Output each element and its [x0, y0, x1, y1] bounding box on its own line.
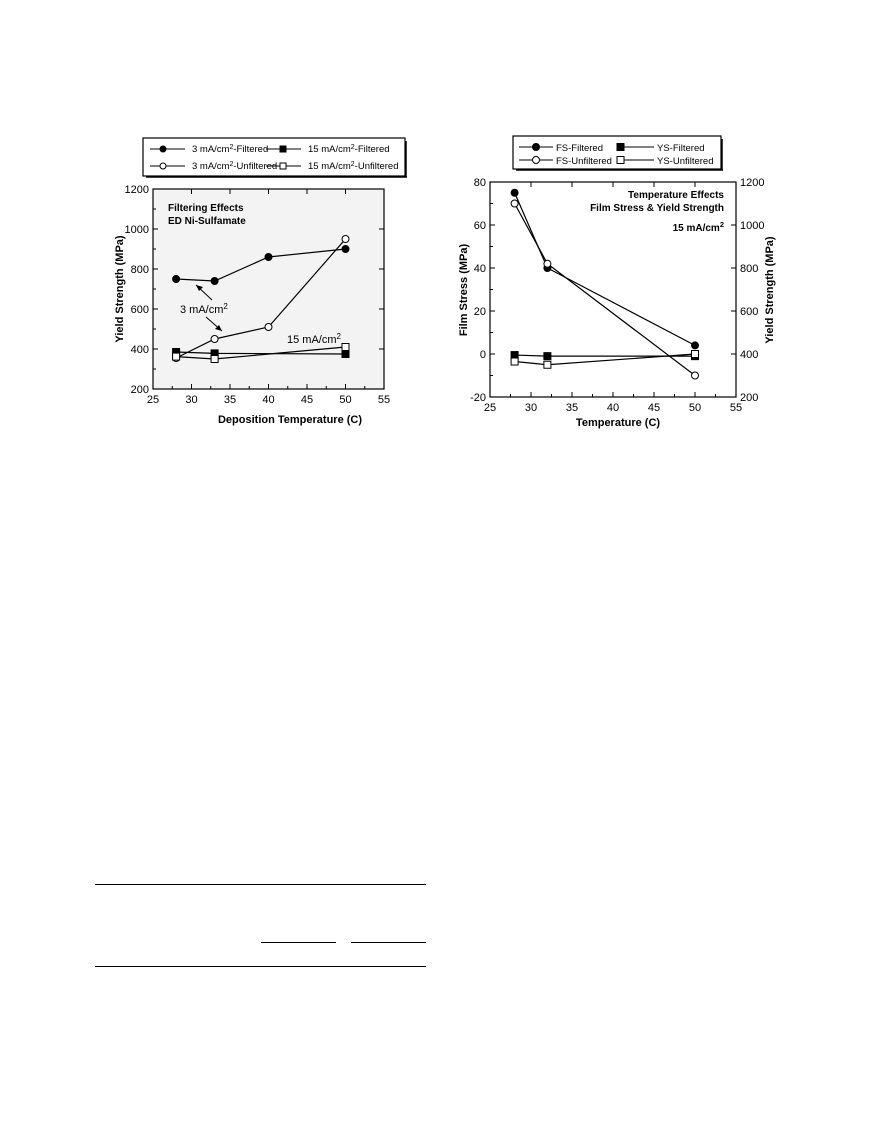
- x-tick-label: 30: [185, 394, 198, 406]
- y-tick-label: 40: [473, 263, 486, 275]
- data-point-circle: [692, 372, 699, 379]
- y-tick-label: 20: [473, 306, 486, 318]
- data-point-circle: [544, 260, 551, 267]
- annotation-subtitle: ED Ni-Sulfamate: [168, 216, 246, 227]
- y-axis-label-left: Yield Strength (MPa): [114, 235, 126, 343]
- data-point-square: [544, 353, 551, 360]
- y2-tick-label: 200: [740, 392, 759, 404]
- table-rule-bottom: [95, 966, 426, 967]
- data-point-square: [692, 351, 699, 358]
- y-tick-label: 80: [473, 177, 486, 189]
- y2-axis-label-right: Yield Strength (MPa): [764, 236, 776, 344]
- y2-tick-label: 400: [740, 349, 759, 361]
- data-point-circle: [211, 278, 218, 285]
- legend-entry: FS-Filtered: [556, 143, 603, 154]
- plot-area-right: [490, 182, 736, 397]
- x-tick-label: 50: [339, 394, 352, 406]
- legend-marker-square-filled: [280, 146, 286, 152]
- legend-entry: 15 $mA/cm^2$-Unfiltered: [308, 160, 399, 172]
- y-tick-label: 0: [479, 349, 486, 361]
- legend-marker-circle-filled: [533, 144, 540, 151]
- legend-entry: 3 $mA/cm^2$-Filtered: [192, 143, 269, 155]
- y-tick-label: 400: [130, 344, 149, 356]
- annotation-title: Filtering Effects: [168, 203, 244, 214]
- legend-marker-circle-open: [160, 163, 166, 169]
- x-tick-label: 40: [606, 402, 620, 414]
- table-rule-group-1: [261, 942, 336, 943]
- y-tick-label: 800: [130, 264, 149, 276]
- data-point-circle: [342, 236, 349, 243]
- y-tick-label: 60: [473, 220, 486, 232]
- curve-label-15ma: 15 $mA/cm^2$: [287, 331, 341, 346]
- x-tick-label: 30: [524, 402, 538, 414]
- data-point-square: [342, 344, 349, 351]
- legend-entry: 15 $mA/cm^2$-Filtered: [308, 143, 390, 155]
- y-tick-label: 1000: [124, 224, 149, 236]
- data-point-circle: [173, 276, 180, 283]
- legend-right: [513, 136, 723, 170]
- legend-marker-square-open: [617, 157, 624, 164]
- y-tick-label: -20: [470, 392, 486, 404]
- data-point-square: [511, 358, 518, 365]
- data-point-circle: [211, 336, 218, 343]
- data-point-circle: [511, 200, 518, 207]
- y-tick-label: 1200: [124, 184, 149, 196]
- x-tick-label: 45: [647, 402, 661, 414]
- y2-tick-label: 1000: [740, 220, 765, 232]
- legend-marker-circle-filled: [160, 146, 166, 152]
- legend-left: [143, 138, 407, 177]
- data-point-circle: [511, 189, 518, 196]
- x-tick-label: 35: [223, 394, 237, 406]
- data-point-circle: [692, 342, 699, 349]
- data-point-square: [173, 353, 180, 360]
- x-axis-label-right: Temperature (C): [575, 417, 661, 429]
- x-tick-label: 55: [377, 394, 391, 406]
- x-tick-label: 45: [300, 394, 314, 406]
- table-rule-group-2: [351, 942, 426, 943]
- annotation-current-density: 15 $mA/cm^2$: [672, 219, 724, 234]
- x-tick-label: 55: [729, 402, 743, 414]
- curve-label-3ma: 3 $mA/cm^2$: [180, 301, 228, 316]
- x-tick-label: 40: [262, 394, 275, 406]
- x-tick-label: 25: [146, 394, 160, 406]
- table-rule-top: [95, 884, 426, 885]
- data-point-square: [342, 351, 349, 358]
- legend-entry: FS-Unfiltered: [556, 156, 612, 167]
- legend-marker-square-open: [280, 163, 286, 169]
- legend-marker-square-filled: [617, 144, 624, 151]
- chart-right: [458, 136, 776, 429]
- annotation-subtitle: Film Stress & Yield Strength: [590, 203, 724, 214]
- annotation-title: Temperature Effects: [628, 190, 724, 201]
- chart-left: [114, 138, 407, 426]
- legend-marker-circle-open: [533, 157, 540, 164]
- x-axis-label-left: Deposition Temperature (C): [217, 414, 363, 426]
- y-tick-label: 600: [130, 304, 149, 316]
- x-tick-label: 25: [483, 402, 497, 414]
- legend-entry: YS-Filtered: [657, 143, 705, 154]
- x-tick-label: 50: [688, 402, 702, 414]
- data-point-circle: [265, 254, 272, 261]
- y-axis-label-right-left: Film Stress (MPa): [458, 243, 470, 337]
- y2-tick-label: 1200: [740, 177, 765, 189]
- data-point-square: [211, 356, 218, 363]
- legend-entry: 3 $mA/cm^2$-Unfiltered: [192, 160, 278, 172]
- legend-entry: YS-Unfiltered: [657, 156, 714, 167]
- data-point-square: [544, 361, 551, 368]
- y2-tick-label: 600: [740, 306, 759, 318]
- x-tick-label: 35: [565, 402, 579, 414]
- y2-tick-label: 800: [740, 263, 759, 275]
- data-point-circle: [265, 324, 272, 331]
- data-point-circle: [342, 246, 349, 253]
- y-tick-label: 200: [130, 384, 149, 396]
